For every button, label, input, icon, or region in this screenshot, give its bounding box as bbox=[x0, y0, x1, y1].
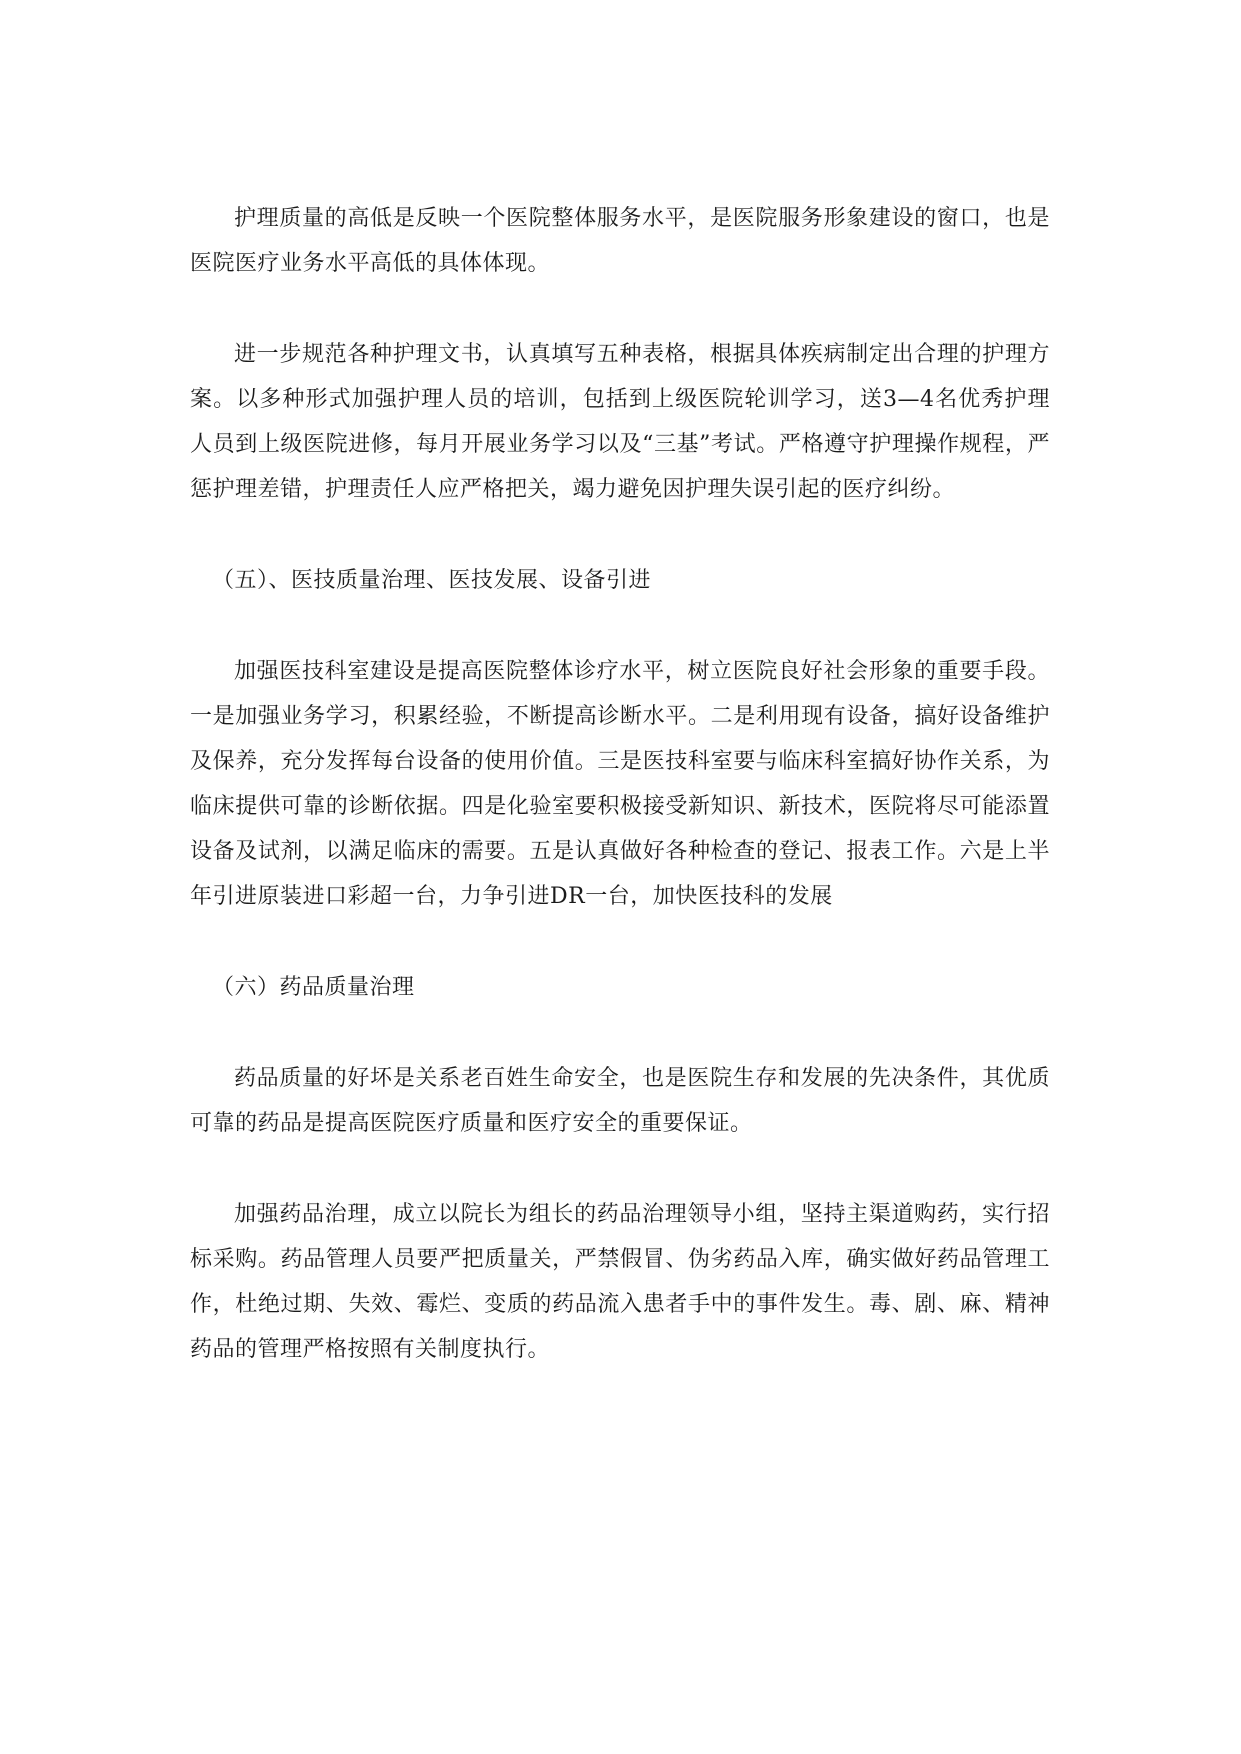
paragraph-spacer bbox=[190, 1010, 1050, 1056]
paragraph-nursing-standards: 进一步规范各种护理文书，认真填写五种表格，根据具体疾病制定出合理的护理方案。以多种形式加强护理人员的培训，包括到上级医院轮训学习，送3—4名优秀护理人员到上级医院进修，每月开展业务学习以及“三基”考试。严格遵守护理操作规程，严惩护理差错，护理责任人应严格把关，竭力避免因护理失误引起的医疗纠纷。 bbox=[190, 342, 1050, 502]
paragraph-spacer bbox=[190, 286, 1050, 332]
section-heading-drug-quality: （六）药品质量治理 bbox=[212, 975, 415, 1000]
paragraph-spacer bbox=[190, 919, 1050, 965]
paragraph-spacer bbox=[190, 1146, 1050, 1192]
paragraph-medical-tech: 加强医技科室建设是提高医院整体诊疗水平，树立医院良好社会形象的重要手段。一是加强业务学习，积累经验，不断提高诊断水平。二是利用现有设备，搞好设备维护及保养，充分发挥每台设备的使用价值。三是医技科室要与临床科室搞好协作关系，为临床提供可靠的诊断依据。四是化验室要积极接受新知识、新技术，医院将尽可能添置设备及试剂，以满足临床的需要。五是认真做好各种检查的登记、报表工作。六是上半年引进原装进口彩超一台，力争引进DR一台，加快医技科的发展 bbox=[190, 659, 1050, 909]
paragraph-spacer bbox=[190, 603, 1050, 649]
paragraph-nursing-quality: 护理质量的高低是反映一个医院整体服务水平，是医院服务形象建设的窗口，也是医院医疗业务水平高低的具体体现。 bbox=[190, 206, 1050, 276]
paragraph-drug-quality: 药品质量的好坏是关系老百姓生命安全，也是医院生存和发展的先决条件，其优质可靠的药品是提高医院医疗质量和医疗安全的重要保证。 bbox=[190, 1066, 1050, 1136]
paragraph-drug-management: 加强药品治理，成立以院长为组长的药品治理领导小组，坚持主渠道购药，实行招标采购。药品管理人员要严把质量关，严禁假冒、伪劣药品入库，确实做好药品管理工作，杜绝过期、失效、霉烂、变质的药品流入患者手中的事件发生。毒、剧、麻、精神药品的管理严格按照有关制度执行。 bbox=[190, 1202, 1050, 1362]
section-heading-medical-tech: （五）、医技质量治理、医技发展、设备引进 bbox=[212, 568, 652, 593]
paragraph-spacer bbox=[190, 512, 1050, 558]
document-body bbox=[190, 196, 1050, 1372]
